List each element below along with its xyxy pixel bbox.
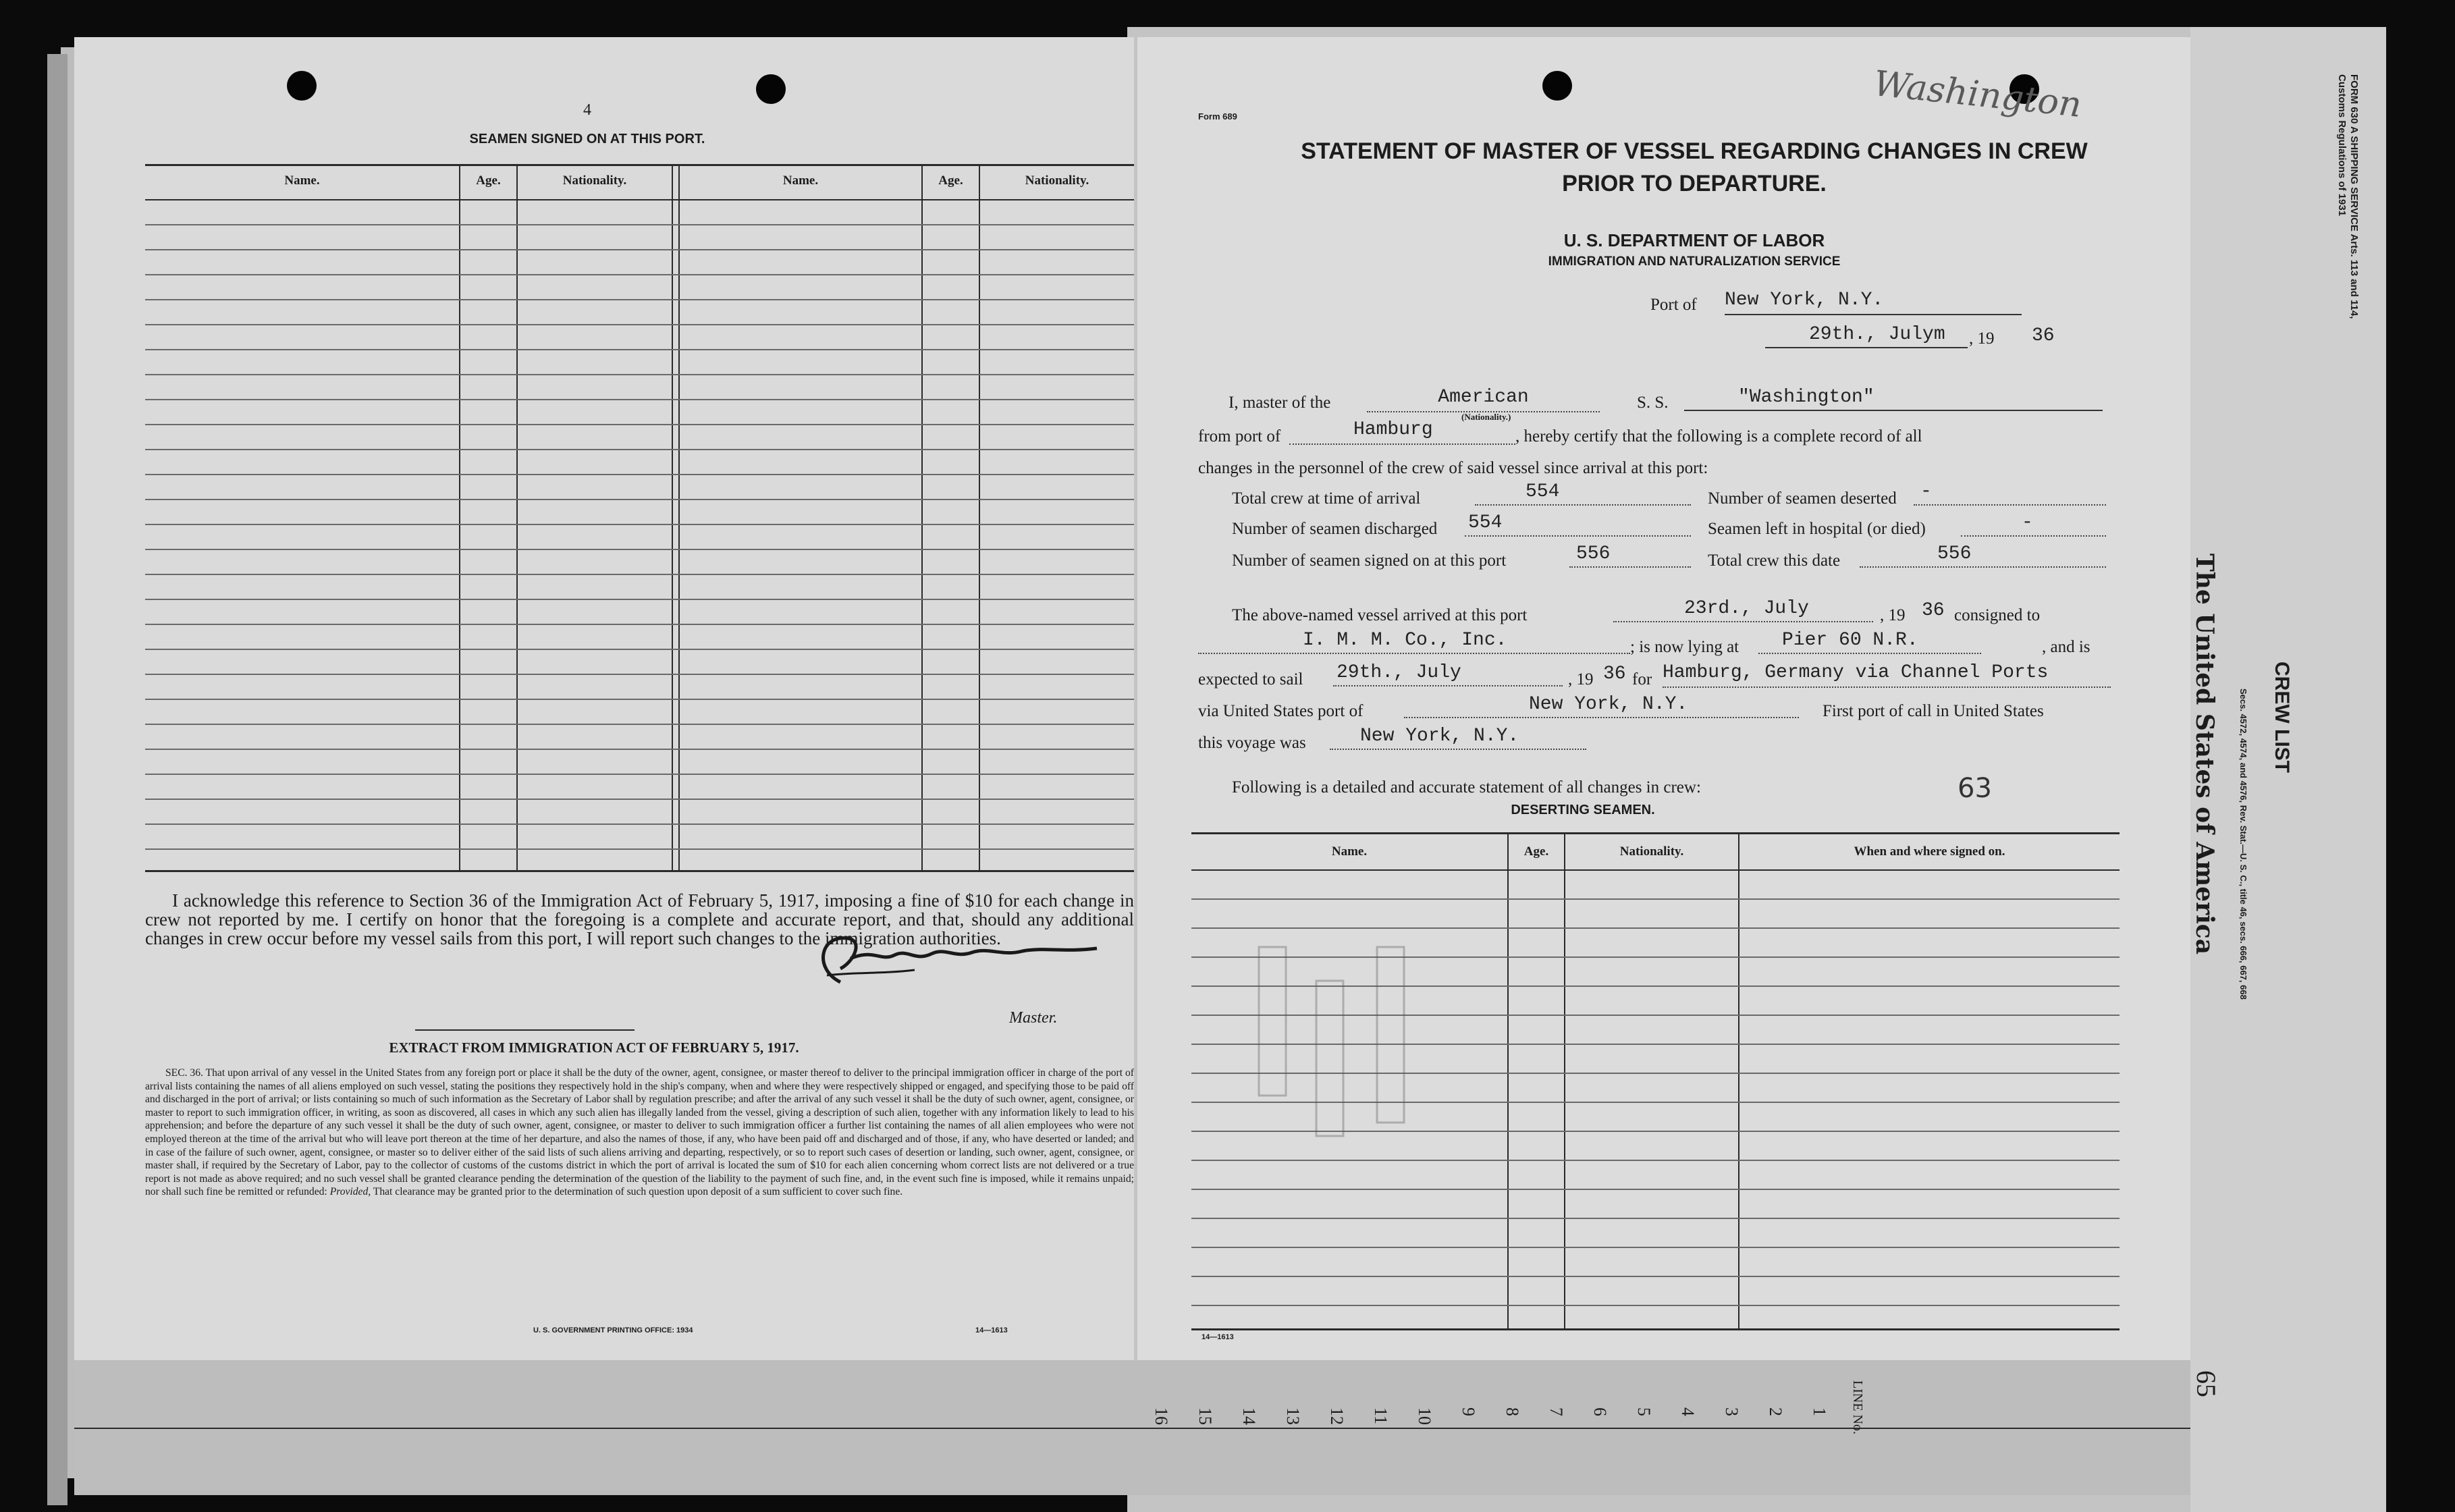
expected-label: expected to sail <box>1198 670 1303 688</box>
date-field: 29th., Julym <box>1765 324 1968 348</box>
acknowledgement-text: I acknowledge this reference to Section 36 of the Immigration Act of February 5, 1917, imposing a fine of $10 for each change in crew not reported by me. I certify on honor that the foregoing is a complete and accurate report, and that, should any additional changes in crew occur before my vessel sails from this port, I will report such changes to the immigration authorities. <box>145 890 1134 948</box>
service: IMMIGRATION AND NATURALIZATION SERVICE <box>1548 254 1841 269</box>
arrived-label: The above-named vessel arrived at this port <box>1232 606 1528 624</box>
total-crew-date-label: Total crew this date <box>1708 551 1841 570</box>
divider <box>415 1029 635 1031</box>
year-field: 36 <box>2032 325 2055 346</box>
left-page <box>74 37 1134 1360</box>
strip-number: 16 <box>1152 1407 1171 1425</box>
sail-year: 36 <box>1603 664 1626 684</box>
column-header: Name. <box>782 173 819 188</box>
strip-number: 8 <box>1503 1407 1522 1416</box>
right-page: Washington Form 689 STATEMENT OF MASTER OF VESSEL REGARDING CHANGES IN CREW PRIOR TO DEPARTURE. U. S. DEPARTMENT OF LABOR IMMIGRATION AND NATURALIZATION SERVICE Port of New York, N.Y. 29th., Julym , 19 36 I, master of the American (Nationality.) S. S. "Washington" from port of Hamburg , hereby certify that the following is a complete record of all changes in the personnel of the crew of said vessel since arrival at this port: Total crew at time of arrival 554 Number of seamen deserted - Number of seamen discharged 554 Seamen left in hospital (or died) - Number of seamen signed on at this port 556 Total crew this date 556 The above-named vessel arrived at this port 23rd., July , 19 36 consigned to I. M. M. Co., Inc. ; is now lying at Pier 60 N.R. , and is expected to sail 29th., July , 19 36 for Hamburg, Germany via Channel Ports via United States port of New York, N.Y. First port of call in United States this voyage was New York, N.Y. Following is a detailed and accurate statement of all changes in crew: 63 DESERTING SEAMEN. Name. Age. Nationality. When and where signed on. 14—1613 <box>1137 37 2190 1360</box>
extract-tail: That clearance may be granted prior to the determination of such question upon deposit of a sum sufficient to cover such fine. <box>373 1186 903 1198</box>
sail-date-field: 29th., July <box>1333 662 1563 686</box>
year-prefix: , 19 <box>1969 329 1995 348</box>
extract-body: That upon arrival of any vessel in the United States from any foreign port or place it shall be the duty of the owner, agent, consignee, or master thereof to deliver to the principal immigration officer in charge of the port of arrival lists containing the names of all aliens employed on such vessel, stating the positions they respectively hold in the ship's company, when and where they were respectively shipped or engaged, and specifying those to be paid off and discharged in the port of arrival; or lists containing so much of such information as the Secretary of Labor shall by regulation prescribe; and after the arrival of any such vessel it shall be the duty of such owner, agent, consignee, or master to report to such immigration officer, in writing, as soon as discovered, all cases in which any such alien has illegally landed from the vessel, giving a description of such alien, together with any information likely to lead to his apprehension; and before the departure of any such vessel it shall be the duty of such owner, agent, consignee, or master to deliver to such immigration officer a further list containing the names of all alien employees who were not employed thereon at the time of the arrival but who will leave port thereon at the time of her departure, and also the names of those, if any, who have been paid off and discharged and of those, if any, who have deserted or landed; and in case of the failure of such owner, agent, consignee, or master so to deliver either of the said lists of such aliens arriving and departing, respectively, or so to report such cases of desertion or landing, such owner, agent, consignee, or master shall, if required by the Secretary of Labor, pay to the collector of customs of the customs district in which the port of arrival is located the sum of $10 for each alien concerning whom correct lists are not delivered or a true report is not made as above required; and no such vessel shall be granted clearance pending the determination of the question of the liability to the payment of such fine, and, in the event such fine is imposed, while it remains unpaid; nor shall such fine be remitted or refunded: <box>145 1067 1134 1198</box>
from-port-field: Hamburg <box>1289 419 1515 445</box>
column-header: Name. <box>284 173 320 188</box>
total-crew-date-field: 556 <box>1860 543 2106 568</box>
deserted-label: Number of seamen deserted <box>1708 489 1897 508</box>
destination-field: Hamburg, Germany via Channel Ports <box>1663 662 2111 688</box>
ship-name-field: "Washington" <box>1684 387 2103 411</box>
line-number-label: LINE No. <box>1850 1380 1865 1434</box>
strip-number: 1 <box>1810 1407 1829 1416</box>
punch-hole <box>1542 71 1572 101</box>
strip-number: 4 <box>1678 1407 1698 1416</box>
arrived-year: 36 <box>1922 600 1945 621</box>
total-crew-arrival-field: 554 <box>1475 481 1691 506</box>
title-line-1: STATEMENT OF MASTER OF VESSEL REGARDING CHANGES IN CREW <box>1301 138 2088 164</box>
ellis-island-stamp <box>1252 940 1434 1183</box>
nationality-field: American <box>1367 387 1600 412</box>
first-port-label: First port of call in United States <box>1823 702 2044 720</box>
ss-label: S. S. <box>1637 394 1669 412</box>
via-label: via United States port of <box>1198 702 1364 720</box>
extract-section: SEC. 36. <box>165 1067 203 1079</box>
port-field: New York, N.Y. <box>1725 290 2022 315</box>
deserted-field: - <box>1914 481 2106 506</box>
discharged-field: 554 <box>1465 512 1691 537</box>
seamen-signed-on-table <box>145 164 1134 873</box>
crew-list-statutes: Secs. 4572, 4574, and 4576, Rev. Stat.—U. S. C., title 46, secs. 666, 667, 668 <box>2238 688 2248 1000</box>
and-is-label: , and is <box>2042 638 2090 656</box>
left-table-title: SEAMEN SIGNED ON AT THIS PORT. <box>469 132 705 146</box>
consigned-label: consigned to <box>1954 606 2041 624</box>
column-header: Age. <box>1523 844 1549 859</box>
printing-office: U. S. GOVERNMENT PRINTING OFFICE: 1934 <box>533 1326 693 1334</box>
total-crew-arrival-label: Total crew at time of arrival <box>1232 489 1421 508</box>
nationality-caption: (Nationality.) <box>1461 412 1511 422</box>
lying-label: ; is now lying at <box>1630 638 1739 656</box>
form-630a-stamp: FORM 630 A SHIPPING SERVICE Arts. 113 and 114, Customs Regulations of 1931 <box>2336 74 2360 319</box>
voyage-label: this voyage was <box>1198 734 1306 752</box>
column-header: Age. <box>476 173 501 188</box>
strip-number: 2 <box>1766 1407 1785 1416</box>
following-text: Following is a detailed and accurate statement of all changes in crew: <box>1232 778 1701 796</box>
column-header: When and where signed on. <box>1854 844 2005 859</box>
column-header: Nationality. <box>1619 844 1684 859</box>
arrived-field: 23rd., July <box>1613 598 1873 622</box>
strip-number: 6 <box>1590 1407 1610 1416</box>
from-port-label: from port of <box>1198 427 1281 446</box>
strip-number: 3 <box>1722 1407 1742 1416</box>
certify-text: , hereby certify that the following is a complete record of all <box>1515 427 1922 446</box>
discharged-label: Number of seamen discharged <box>1232 520 1438 538</box>
bottom-strip-numbers <box>1148 1367 1890 1495</box>
table-rows <box>145 200 1134 869</box>
master-label: Master. <box>1009 1009 1058 1027</box>
strip-number: 14 <box>1239 1407 1259 1425</box>
extract-title: EXTRACT FROM IMMIGRATION ACT OF FEBRUARY 5, 1917. <box>389 1040 799 1056</box>
crew-list-edge <box>2190 27 2386 1397</box>
column-header: Name. <box>1331 844 1368 859</box>
master-of-label: I, master of the <box>1229 394 1331 412</box>
via-port-field: New York, N.Y. <box>1404 694 1799 718</box>
punch-hole <box>756 74 786 104</box>
port-label: Port of <box>1650 296 1697 314</box>
extract-text <box>145 1066 1134 1199</box>
deserting-seamen-table <box>1191 832 2120 1332</box>
strip-number: 12 <box>1327 1407 1347 1425</box>
strip-number: 10 <box>1415 1407 1434 1425</box>
master-signature <box>800 921 1104 1002</box>
punch-hole <box>287 71 317 101</box>
strip-number: 7 <box>1546 1407 1566 1416</box>
extract-provided: Provided, <box>329 1186 371 1198</box>
underlying-sheet-edge <box>47 54 68 1505</box>
hospital-label: Seamen left in hospital (or died) <box>1708 520 1926 538</box>
changes-text: changes in the personnel of the crew of said vessel since arrival at this port: <box>1198 459 1708 477</box>
strip-number: 11 <box>1371 1407 1391 1425</box>
department: U. S. DEPARTMENT OF LABOR <box>1563 230 1825 250</box>
column-header: Nationality. <box>562 173 627 188</box>
strip-number: 13 <box>1283 1407 1303 1425</box>
handwritten-ship-name: Washington <box>1871 63 2084 126</box>
crew-list-title: CREW LIST <box>2271 662 2293 773</box>
voyage-field: New York, N.Y. <box>1330 726 1586 750</box>
deserting-title: DESERTING SEAMEN. <box>1511 803 1655 817</box>
consignee-field: I. M. M. Co., Inc. <box>1198 630 1630 654</box>
title-line-2: PRIOR TO DEPARTURE. <box>1562 171 1827 196</box>
country-title: The United States of America <box>2190 554 2219 955</box>
hospital-field: - <box>1961 512 2106 537</box>
for-label: for <box>1632 670 1652 688</box>
form-label: Form 689 <box>1198 111 1237 122</box>
sheet-page-number: 65 <box>2191 1370 2221 1397</box>
handwritten-number: 63 <box>1958 773 1992 804</box>
page-number: 4 <box>583 101 591 119</box>
column-header: Nationality. <box>1025 173 1089 188</box>
strip-number: 9 <box>1459 1407 1478 1416</box>
strip-number: 5 <box>1634 1407 1654 1416</box>
strip-number: 15 <box>1195 1407 1215 1425</box>
left-form-code: 14—1613 <box>975 1326 1008 1334</box>
pier-field: Pier 60 N.R. <box>1758 630 1981 654</box>
right-form-code: 14—1613 <box>1202 1333 1234 1341</box>
signed-on-field: 556 <box>1569 543 1691 568</box>
column-header: Age. <box>938 173 963 188</box>
signed-on-label: Number of seamen signed on at this port <box>1232 551 1507 570</box>
